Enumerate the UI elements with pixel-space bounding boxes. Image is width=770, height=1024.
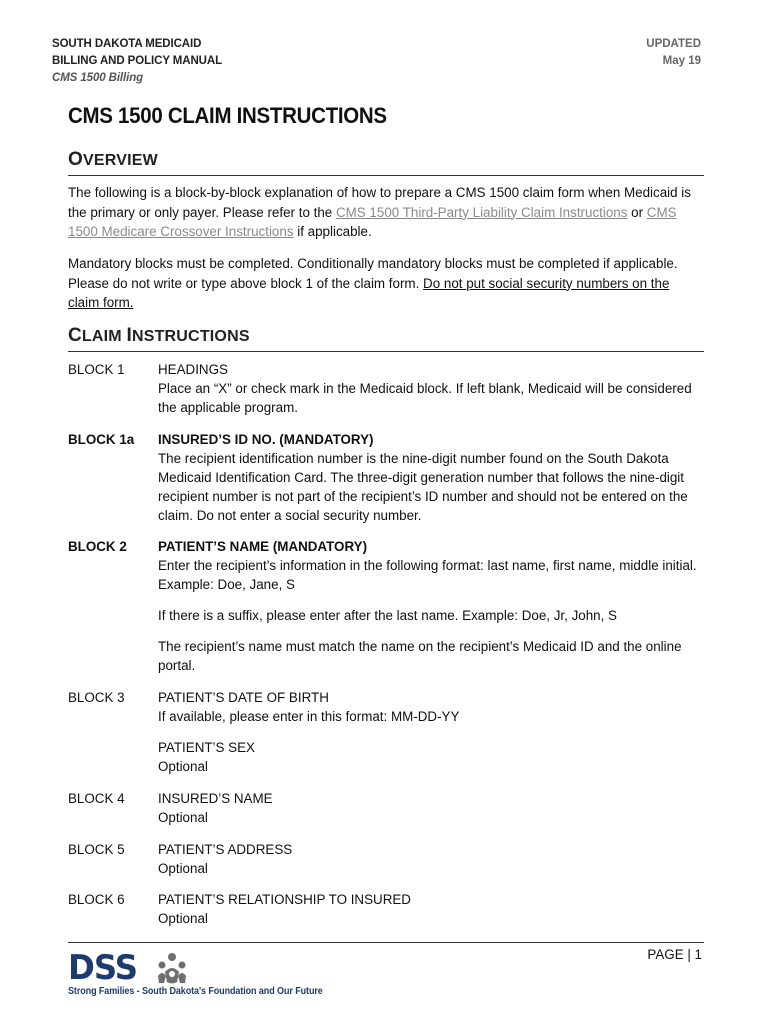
block-1	[68, 360, 704, 417]
overview-heading: OVERVIEW	[68, 149, 704, 176]
block-title: HEADINGS	[158, 362, 228, 377]
block-text: The recipient identification number is the nine-digit number found on the South Dakota Medicaid Identification Card. The three-digit generation number that follows the nine-digit recipient number is not part of the recipient’s ID number and should not be entered on the claim. Do not enter a social security number.	[158, 451, 688, 523]
block-label: BLOCK 3	[68, 690, 125, 705]
block-label: BLOCK 4	[68, 791, 125, 806]
footer-divider	[68, 942, 704, 943]
block-label: BLOCK 6	[68, 892, 125, 907]
block-text: Optional	[158, 911, 208, 926]
document-header	[52, 36, 222, 87]
block-title: PATIENT’S RELATIONSHIP TO INSURED	[158, 892, 411, 907]
block-6	[68, 890, 704, 928]
block-5	[68, 840, 704, 878]
block-1a	[68, 430, 704, 525]
block-2	[68, 537, 704, 675]
block-text: Place an “X” or check mark in the Medicaid block. If left blank, Medicaid will be considered the applicable program.	[158, 381, 692, 415]
block-label: BLOCK 2	[68, 539, 127, 554]
header-org: SOUTH DAKOTA MEDICAID	[52, 38, 202, 50]
family-emblem-icon	[156, 952, 188, 986]
block-text-2: If there is a suffix, please enter after the last name. Example: Doe, Jr, John, S	[158, 608, 617, 623]
block-title: INSURED’S NAME	[158, 791, 273, 806]
dss-tagline: Strong Families - South Dakota's Foundation and Our Future	[68, 986, 323, 997]
updated-label: UPDATED	[646, 38, 701, 50]
block-title: INSURED’S ID NO. (MANDATORY)	[158, 432, 374, 447]
block-label: BLOCK 1	[68, 362, 125, 377]
page-number: PAGE | 1	[647, 947, 702, 962]
block-text: If available, please enter in this format: MM-DD-YY	[158, 709, 460, 724]
dss-logo	[68, 950, 345, 997]
block-title: PATIENT’S ADDRESS	[158, 842, 293, 857]
dss-logo-text: DSS	[68, 948, 138, 988]
claim-instructions-heading: CLAIM INSTRUCTIONS	[68, 325, 704, 352]
block-title: PATIENT’S NAME (MANDATORY)	[158, 539, 368, 554]
medicare-crossover-link[interactable]: CMS 1500 Medicare Crossover Instructions	[68, 204, 677, 239]
overview-paragraph-2: Mandatory blocks must be completed. Conditionally mandatory blocks must be completed if applicable. Please do not write or type above block 1 of the claim form. Do not put social security numbers on the claim form.	[68, 256, 678, 310]
block-3	[68, 688, 704, 776]
ssn-warning: Do not put social security numbers on the claim form.	[68, 275, 670, 310]
block-label: BLOCK 1a	[68, 432, 135, 447]
block-title: PATIENT’S DATE OF BIRTH	[158, 690, 329, 705]
block-text: Optional	[158, 810, 208, 825]
header-section: CMS 1500 Billing	[52, 72, 144, 84]
block-4	[68, 789, 704, 827]
updated-info	[646, 36, 701, 70]
overview-paragraph-1: The following is a block-by-block explanation of how to prepare a CMS 1500 claim form when Medicaid is the primary or only payer. Please refer to the CMS 1500 Third-Party Liability Claim Instructions or CMS 1500 Medicare Crossover Instructions if applicable.	[68, 185, 691, 239]
block-text-2: Optional	[158, 759, 208, 774]
header-manual: BILLING AND POLICY MANUAL	[52, 55, 222, 67]
block-label: BLOCK 5	[68, 842, 125, 857]
block-text-3: The recipient’s name must match the name on the recipient’s Medicaid ID and the online portal.	[158, 639, 682, 673]
block-title-2: PATIENT’S SEX	[158, 740, 255, 755]
tpl-instructions-link[interactable]: CMS 1500 Third-Party Liability Claim Instructions	[335, 204, 628, 220]
block-text: Optional	[158, 861, 208, 876]
updated-date: May 19	[662, 55, 701, 67]
page-title: CMS 1500 CLAIM INSTRUCTIONS	[68, 103, 387, 128]
block-text: Enter the recipient’s information in the following format: last name, first name, middle initial. Example: Doe, Jane, S	[158, 558, 697, 592]
